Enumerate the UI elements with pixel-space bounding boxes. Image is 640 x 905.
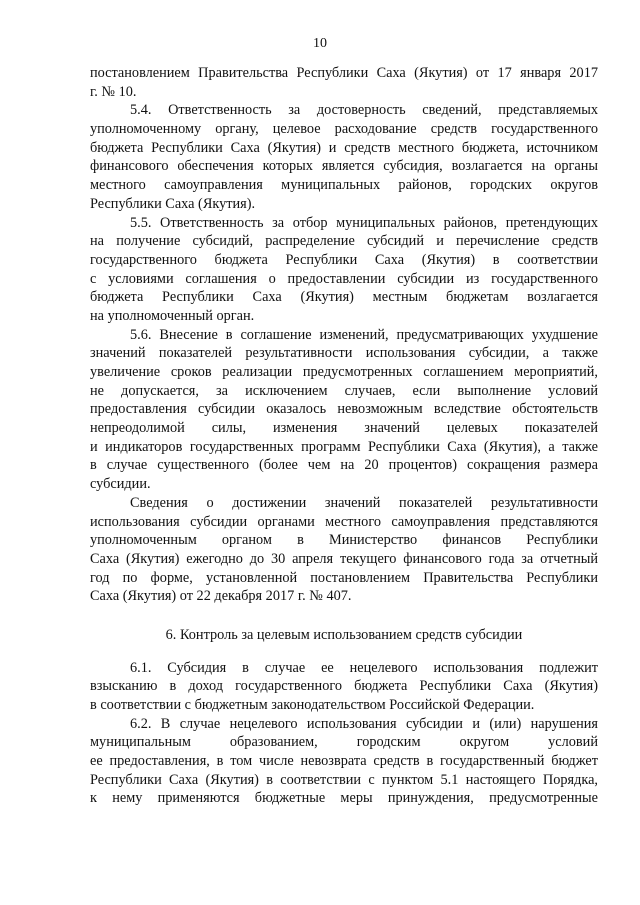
text-line: не допускается, за исключением случаев, если выполнение условий <box>90 382 598 399</box>
text-line: ее предоставления, в том числе невозврата средств в государственный бюджет <box>90 753 598 770</box>
text-line: непреодолимой силы, изменения значений целевых показателей <box>90 420 598 437</box>
text-line: постановлением Правительства Республики Саха (Якутия) от 17 января 2017 <box>90 65 598 81</box>
text-line: уполномоченному органу, целевое расходование средств государственного <box>90 121 598 138</box>
text-line: финансового обеспечения которых является субсидия, возлагается на органы <box>90 158 598 175</box>
text-line: Республики Саха (Якутия). <box>90 195 256 212</box>
text-line: год по форме, установленной постановлением Правительства Республики <box>90 569 598 586</box>
text-line: 5.4. Ответственность за достоверность сведений, представляемых <box>130 102 598 119</box>
text-line: бюджета Республики Саха (Якутия) и средств местного бюджета, источником <box>90 139 598 156</box>
text-line: и индикаторов государственных программ Республики Саха (Якутия), а также <box>90 438 598 455</box>
text-line: на получение субсидий, распределение субсидий и перечисление средств <box>90 233 598 250</box>
text-line: уполномоченным органом в Министерство финансов Республики <box>90 532 598 549</box>
text-line: государственного бюджета Республики Саха (Якутия) в соответствии <box>90 251 598 268</box>
text-line: использования субсидии органами местного самоуправления представляются <box>90 513 598 530</box>
text-line: Саха (Якутия) от 22 декабря 2017 г. № 407. <box>90 588 352 605</box>
text-line: на уполномоченный орган. <box>90 307 255 324</box>
text-line: в случае существенного (более чем на 20 процентов) сокращения размера <box>90 457 598 474</box>
text-line: 5.6. Внесение в соглашение изменений, предусматривающих ухудшение <box>130 326 598 343</box>
text-line: значений показателей результативности использования субсидии, а также <box>90 345 598 362</box>
text-line: Республики Саха (Якутия) в соответствии с пунктом 5.1 настоящего Порядка, <box>90 771 598 788</box>
text-line: 5.5. Ответственность за отбор муниципальных районов, претендующих <box>130 214 598 231</box>
text-line: 6.1. Субсидия в случае ее нецелевого использования подлежит <box>130 659 598 676</box>
document-body <box>90 64 598 808</box>
text-line: в соответствии с бюджетным законодательством Российской Федерации. <box>90 697 535 713</box>
text-line: субсидии. <box>90 476 151 493</box>
paragraphs-section-5 <box>90 64 598 606</box>
text-line: 6.2. В случае нецелевого использования субсидии и (или) нарушения <box>130 715 598 732</box>
page-number: 10 <box>313 36 327 51</box>
paragraphs-section-6 <box>90 659 598 809</box>
section-heading: 6. Контроль за целевым использованием средств субсидии <box>165 626 523 643</box>
text-line: взысканию в доход государственного бюджета Республики Саха (Якутия) <box>90 678 598 695</box>
text-line: бюджета Республики Саха (Якутия) местным бюджетам возлагается <box>90 289 598 306</box>
text-line: предоставления субсидии оказалось невозможным вследствие обстоятельств <box>90 401 598 418</box>
text-line: к нему применяются бюджетные меры принуждения, предусмотренные <box>90 790 598 807</box>
text-line: г. № 10. <box>90 83 137 100</box>
text-line: Саха (Якутия) ежегодно до 30 апреля текущего финансового года за отчетный <box>90 550 598 567</box>
text-line: муниципальным образованием, городским округом условий <box>90 734 598 751</box>
text-line: увеличение сроков реализации предусмотренных соглашением мероприятий, <box>90 364 598 380</box>
text-line: Сведения о достижении значений показателей результативности <box>130 494 598 511</box>
text-line: с условиями соглашения о предоставлении субсидии из государственного <box>90 270 598 287</box>
text-line: местного самоуправления муниципальных районов, городских округов <box>90 177 598 194</box>
